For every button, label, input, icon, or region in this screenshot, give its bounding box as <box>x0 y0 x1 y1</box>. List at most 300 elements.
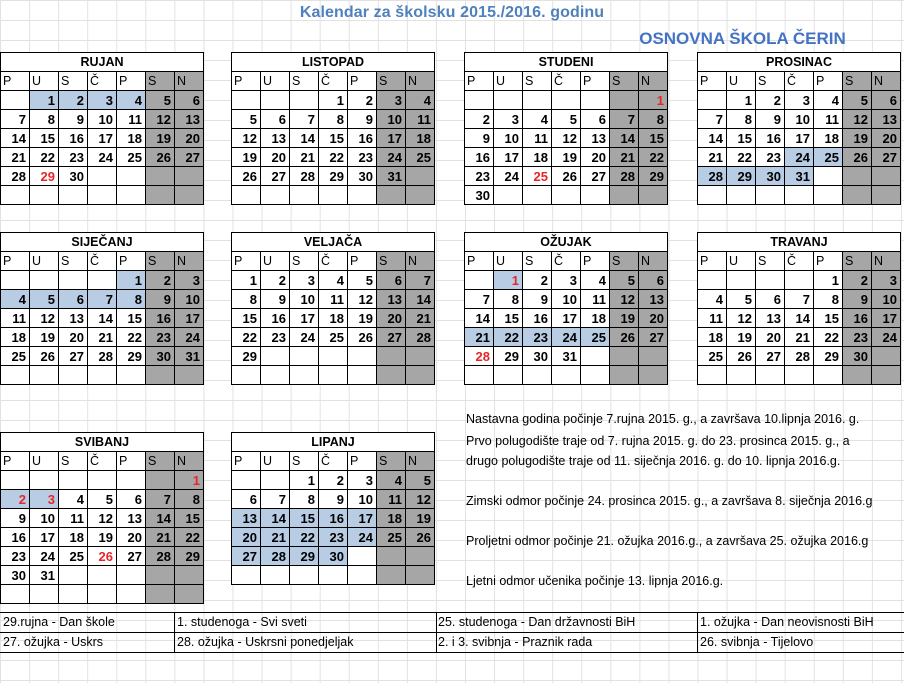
empty-day-cell <box>175 566 204 585</box>
day-cell: 20 <box>117 528 146 547</box>
weekday-header: N <box>639 252 668 271</box>
day-cell: 22 <box>639 148 668 167</box>
weekday-header: S <box>756 252 785 271</box>
weekday-header: S <box>59 452 88 471</box>
month-siječanj <box>0 232 204 385</box>
weekday-header: P <box>348 252 377 271</box>
day-cell: 3 <box>785 91 814 110</box>
day-cell: 10 <box>348 490 377 509</box>
day-cell: 4 <box>1 290 30 309</box>
day-cell: 11 <box>698 309 727 328</box>
weekday-header: S <box>146 72 175 91</box>
day-cell: 2 <box>146 271 175 290</box>
day-cell: 27 <box>175 148 204 167</box>
empty-day-cell <box>698 91 727 110</box>
day-cell: 2 <box>348 91 377 110</box>
empty-day-cell <box>117 167 146 186</box>
day-cell: 23 <box>59 148 88 167</box>
weekday-header: S <box>843 252 872 271</box>
month-days-grid <box>231 71 435 205</box>
day-cell: 30 <box>756 167 785 186</box>
empty-day-cell <box>523 91 552 110</box>
day-cell: 15 <box>30 129 59 148</box>
day-cell: 18 <box>581 309 610 328</box>
day-cell: 4 <box>581 271 610 290</box>
empty-day-cell <box>756 186 785 205</box>
weekday-header: P <box>348 72 377 91</box>
day-cell: 9 <box>523 290 552 309</box>
day-cell: 22 <box>175 528 204 547</box>
empty-day-cell <box>88 585 117 604</box>
empty-day-cell <box>1 186 30 205</box>
month-prosinac <box>697 52 901 205</box>
day-cell: 20 <box>639 309 668 328</box>
month-days-grid <box>231 451 435 585</box>
day-cell: 12 <box>348 290 377 309</box>
weekday-header: P <box>581 252 610 271</box>
month-ožujak <box>464 232 668 385</box>
empty-day-cell <box>552 91 581 110</box>
empty-day-cell <box>146 471 175 490</box>
day-cell: 14 <box>290 129 319 148</box>
holidays-mid-border <box>0 632 904 633</box>
day-cell: 10 <box>552 290 581 309</box>
day-cell: 28 <box>88 347 117 366</box>
month-days-grid <box>464 251 668 385</box>
empty-day-cell <box>59 566 88 585</box>
weekday-header: N <box>175 72 204 91</box>
day-cell: 21 <box>261 528 290 547</box>
day-cell: 1 <box>232 271 261 290</box>
weekday-header: P <box>232 452 261 471</box>
empty-day-cell <box>843 167 872 186</box>
weekday-header: N <box>639 72 668 91</box>
day-cell: 11 <box>814 110 843 129</box>
day-cell: 28 <box>290 167 319 186</box>
empty-day-cell <box>117 471 146 490</box>
day-cell: 27 <box>261 167 290 186</box>
day-cell: 24 <box>552 328 581 347</box>
day-cell: 4 <box>814 91 843 110</box>
empty-day-cell <box>232 566 261 585</box>
day-cell: 1 <box>30 91 59 110</box>
day-cell: 21 <box>146 528 175 547</box>
weekday-header: S <box>523 72 552 91</box>
day-cell: 4 <box>319 271 348 290</box>
empty-day-cell <box>610 186 639 205</box>
day-cell: 28 <box>465 347 494 366</box>
day-cell: 17 <box>175 309 204 328</box>
day-cell: 8 <box>175 490 204 509</box>
day-cell: 26 <box>88 547 117 566</box>
empty-day-cell <box>59 271 88 290</box>
empty-day-cell <box>610 366 639 385</box>
weekday-header: P <box>232 252 261 271</box>
empty-day-cell <box>727 186 756 205</box>
day-cell: 11 <box>319 290 348 309</box>
weekday-header: S <box>610 72 639 91</box>
empty-day-cell <box>843 366 872 385</box>
weekday-header: P <box>117 452 146 471</box>
month-travanj <box>697 232 901 385</box>
day-cell: 13 <box>581 129 610 148</box>
day-cell: 3 <box>30 490 59 509</box>
day-cell: 23 <box>1 547 30 566</box>
month-svibanj <box>0 432 204 604</box>
day-cell: 21 <box>785 328 814 347</box>
day-cell: 13 <box>261 129 290 148</box>
day-cell: 27 <box>756 347 785 366</box>
weekday-header: S <box>290 252 319 271</box>
day-cell: 15 <box>639 129 668 148</box>
empty-day-cell <box>175 585 204 604</box>
day-cell: 10 <box>785 110 814 129</box>
day-cell: 24 <box>377 148 406 167</box>
weekday-header: U <box>261 72 290 91</box>
day-cell: 24 <box>30 547 59 566</box>
weekday-header: P <box>814 252 843 271</box>
day-cell: 31 <box>175 347 204 366</box>
day-cell: 10 <box>872 290 901 309</box>
empty-day-cell <box>523 366 552 385</box>
day-cell: 31 <box>785 167 814 186</box>
day-cell: 25 <box>406 148 435 167</box>
empty-day-cell <box>698 271 727 290</box>
empty-day-cell <box>146 366 175 385</box>
empty-day-cell <box>494 186 523 205</box>
day-cell: 21 <box>698 148 727 167</box>
empty-day-cell <box>232 91 261 110</box>
weekday-header: P <box>465 72 494 91</box>
holidays-divider <box>436 612 437 652</box>
day-cell: 7 <box>785 290 814 309</box>
day-cell: 6 <box>175 91 204 110</box>
empty-day-cell <box>494 91 523 110</box>
weekday-header: Č <box>785 252 814 271</box>
day-cell: 26 <box>30 347 59 366</box>
day-cell: 27 <box>377 328 406 347</box>
empty-day-cell <box>88 566 117 585</box>
day-cell: 7 <box>146 490 175 509</box>
day-cell: 13 <box>872 110 901 129</box>
day-cell: 29 <box>30 167 59 186</box>
empty-day-cell <box>785 366 814 385</box>
day-cell: 29 <box>319 167 348 186</box>
empty-day-cell <box>1 271 30 290</box>
day-cell: 22 <box>727 148 756 167</box>
day-cell: 5 <box>348 271 377 290</box>
day-cell: 25 <box>814 148 843 167</box>
day-cell: 16 <box>843 309 872 328</box>
day-cell: 17 <box>872 309 901 328</box>
day-cell: 19 <box>146 129 175 148</box>
empty-day-cell <box>261 347 290 366</box>
empty-day-cell <box>290 566 319 585</box>
day-cell: 23 <box>261 328 290 347</box>
month-name: OŽUJAK <box>464 232 668 251</box>
month-rujan <box>0 52 204 205</box>
day-cell: 17 <box>494 148 523 167</box>
empty-day-cell <box>727 366 756 385</box>
empty-day-cell <box>88 366 117 385</box>
day-cell: 3 <box>290 271 319 290</box>
day-cell: 9 <box>146 290 175 309</box>
weekday-header: N <box>872 72 901 91</box>
empty-day-cell <box>1 471 30 490</box>
month-days-grid <box>464 71 668 205</box>
empty-day-cell <box>348 347 377 366</box>
weekday-header: U <box>30 252 59 271</box>
weekday-header: S <box>377 72 406 91</box>
day-cell: 16 <box>261 309 290 328</box>
day-cell: 1 <box>290 471 319 490</box>
day-cell: 12 <box>146 110 175 129</box>
month-veljača <box>231 232 435 385</box>
day-cell: 2 <box>465 110 494 129</box>
day-cell: 9 <box>756 110 785 129</box>
weekday-header: P <box>581 72 610 91</box>
day-cell: 1 <box>494 271 523 290</box>
empty-day-cell <box>494 366 523 385</box>
empty-day-cell <box>406 167 435 186</box>
day-cell: 8 <box>727 110 756 129</box>
day-cell: 3 <box>175 271 204 290</box>
weekday-header: Č <box>88 72 117 91</box>
day-cell: 4 <box>406 91 435 110</box>
weekday-header: U <box>261 252 290 271</box>
note-first-term: Prvo polugodište traje od 7. rujna 2015. g. do 23. prosinca 2015. g., a <box>466 434 850 448</box>
day-cell: 21 <box>465 328 494 347</box>
day-cell: 6 <box>581 110 610 129</box>
day-cell: 2 <box>59 91 88 110</box>
day-cell: 2 <box>756 91 785 110</box>
day-cell: 31 <box>30 566 59 585</box>
weekday-header: S <box>377 252 406 271</box>
day-cell: 20 <box>261 148 290 167</box>
holidays-divider <box>174 612 175 652</box>
empty-day-cell <box>698 186 727 205</box>
day-cell: 16 <box>59 129 88 148</box>
day-cell: 25 <box>523 167 552 186</box>
empty-day-cell <box>348 366 377 385</box>
empty-day-cell <box>348 547 377 566</box>
day-cell: 27 <box>639 328 668 347</box>
day-cell: 9 <box>1 509 30 528</box>
day-cell: 15 <box>117 309 146 328</box>
day-cell: 20 <box>175 129 204 148</box>
day-cell: 8 <box>494 290 523 309</box>
day-cell: 21 <box>1 148 30 167</box>
day-cell: 6 <box>756 290 785 309</box>
empty-day-cell <box>465 366 494 385</box>
weekday-header: U <box>494 252 523 271</box>
day-cell: 5 <box>146 91 175 110</box>
calendar-title: Kalendar za školsku 2015./2016. godinu <box>299 4 605 21</box>
empty-day-cell <box>30 271 59 290</box>
empty-day-cell <box>348 186 377 205</box>
empty-day-cell <box>406 566 435 585</box>
day-cell: 31 <box>377 167 406 186</box>
day-cell: 3 <box>872 271 901 290</box>
day-cell: 29 <box>117 347 146 366</box>
empty-day-cell <box>30 366 59 385</box>
empty-day-cell <box>406 366 435 385</box>
empty-day-cell <box>290 347 319 366</box>
weekday-header: P <box>698 72 727 91</box>
day-cell: 9 <box>465 129 494 148</box>
day-cell: 15 <box>232 309 261 328</box>
day-cell: 17 <box>30 528 59 547</box>
day-cell: 11 <box>117 110 146 129</box>
month-name: SIJEČANJ <box>0 232 204 251</box>
empty-day-cell <box>523 186 552 205</box>
empty-day-cell <box>88 167 117 186</box>
weekday-header: Č <box>319 452 348 471</box>
day-cell: 6 <box>232 490 261 509</box>
weekday-header: P <box>117 72 146 91</box>
day-cell: 9 <box>261 290 290 309</box>
day-cell: 27 <box>59 347 88 366</box>
note-spring-break: Proljetni odmor počinje 21. ožujka 2016.g., a završava 25. ožujka 2016.g <box>466 534 869 548</box>
day-cell: 30 <box>59 167 88 186</box>
day-cell: 26 <box>843 148 872 167</box>
day-cell: 14 <box>1 129 30 148</box>
weekday-header: U <box>727 252 756 271</box>
day-cell: 10 <box>290 290 319 309</box>
day-cell: 15 <box>727 129 756 148</box>
empty-day-cell <box>581 366 610 385</box>
day-cell: 18 <box>117 129 146 148</box>
note-winter-break: Zimski odmor počinje 24. prosinca 2015. g., a završava 8. siječnja 2016.g <box>466 494 873 508</box>
weekday-header: S <box>610 252 639 271</box>
day-cell: 23 <box>146 328 175 347</box>
weekday-header: N <box>406 252 435 271</box>
holidays-top-border <box>0 612 904 613</box>
day-cell: 5 <box>88 490 117 509</box>
month-days-grid <box>697 71 901 205</box>
day-cell: 25 <box>59 547 88 566</box>
day-cell: 19 <box>348 309 377 328</box>
day-cell: 24 <box>494 167 523 186</box>
day-cell: 8 <box>117 290 146 309</box>
holiday-item: 1. ožujka - Dan neovisnosti BiH <box>700 615 874 629</box>
day-cell: 16 <box>319 509 348 528</box>
note-school-year: Nastavna godina počinje 7.rujna 2015. g., a završava 10.lipnja 2016. g. <box>466 412 860 426</box>
empty-day-cell <box>610 347 639 366</box>
day-cell: 5 <box>406 471 435 490</box>
weekday-header: Č <box>319 252 348 271</box>
weekday-header: Č <box>552 252 581 271</box>
day-cell: 18 <box>523 148 552 167</box>
empty-day-cell <box>232 186 261 205</box>
day-cell: 29 <box>814 347 843 366</box>
day-cell: 20 <box>872 129 901 148</box>
day-cell: 27 <box>872 148 901 167</box>
day-cell: 20 <box>59 328 88 347</box>
day-cell: 12 <box>727 309 756 328</box>
weekday-header: U <box>727 72 756 91</box>
empty-day-cell <box>872 366 901 385</box>
day-cell: 15 <box>175 509 204 528</box>
empty-day-cell <box>146 566 175 585</box>
day-cell: 18 <box>406 129 435 148</box>
weekday-header: Č <box>552 72 581 91</box>
day-cell: 7 <box>406 271 435 290</box>
day-cell: 14 <box>88 309 117 328</box>
holiday-item: 26. svibnja - Tijelovo <box>700 635 814 649</box>
day-cell: 9 <box>319 490 348 509</box>
day-cell: 25 <box>1 347 30 366</box>
day-cell: 27 <box>581 167 610 186</box>
day-cell: 28 <box>406 328 435 347</box>
day-cell: 6 <box>59 290 88 309</box>
empty-day-cell <box>552 186 581 205</box>
empty-day-cell <box>319 347 348 366</box>
day-cell: 24 <box>290 328 319 347</box>
day-cell: 9 <box>843 290 872 309</box>
day-cell: 26 <box>232 167 261 186</box>
day-cell: 12 <box>88 509 117 528</box>
day-cell: 11 <box>406 110 435 129</box>
day-cell: 17 <box>88 129 117 148</box>
month-lipanj <box>231 432 435 585</box>
day-cell: 23 <box>319 528 348 547</box>
empty-day-cell <box>465 271 494 290</box>
day-cell: 11 <box>377 490 406 509</box>
empty-day-cell <box>756 271 785 290</box>
day-cell: 30 <box>348 167 377 186</box>
weekday-header: S <box>290 72 319 91</box>
empty-day-cell <box>30 186 59 205</box>
weekday-header: S <box>59 252 88 271</box>
day-cell: 25 <box>319 328 348 347</box>
month-name: PROSINAC <box>697 52 901 71</box>
day-cell: 17 <box>785 129 814 148</box>
note-summer-break: Ljetni odmor učenika počinje 13. lipnja 2016.g. <box>466 574 724 588</box>
day-cell: 30 <box>319 547 348 566</box>
day-cell: 14 <box>261 509 290 528</box>
weekday-header: N <box>175 252 204 271</box>
empty-day-cell <box>175 167 204 186</box>
empty-day-cell <box>261 366 290 385</box>
holidays-bottom-border <box>0 652 904 653</box>
day-cell: 24 <box>175 328 204 347</box>
month-days-grid <box>0 251 204 385</box>
day-cell: 28 <box>1 167 30 186</box>
weekday-header: N <box>406 72 435 91</box>
day-cell: 7 <box>698 110 727 129</box>
day-cell: 16 <box>523 309 552 328</box>
day-cell: 25 <box>581 328 610 347</box>
day-cell: 16 <box>1 528 30 547</box>
empty-day-cell <box>406 347 435 366</box>
holiday-item: 27. ožujka - Uskrs <box>3 635 104 649</box>
empty-day-cell <box>30 471 59 490</box>
empty-day-cell <box>465 91 494 110</box>
day-cell: 1 <box>117 271 146 290</box>
day-cell: 28 <box>698 167 727 186</box>
day-cell: 30 <box>465 186 494 205</box>
empty-day-cell <box>59 366 88 385</box>
empty-day-cell <box>377 566 406 585</box>
day-cell: 25 <box>698 347 727 366</box>
weekday-header: U <box>30 72 59 91</box>
day-cell: 18 <box>377 509 406 528</box>
day-cell: 10 <box>377 110 406 129</box>
weekday-header: U <box>494 72 523 91</box>
month-days-grid <box>0 451 204 604</box>
empty-day-cell <box>581 347 610 366</box>
